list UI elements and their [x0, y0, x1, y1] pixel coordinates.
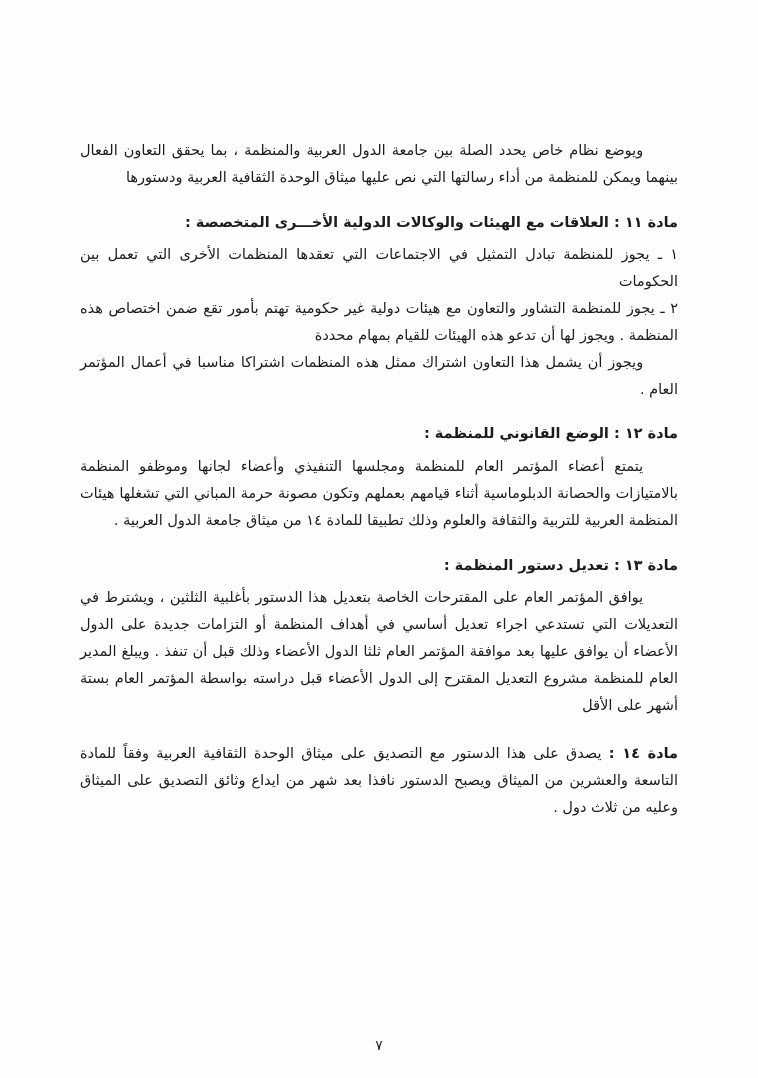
article-11-heading: مادة ١١ : العلاقات مع الهيئات والوكالات الدولية الأخـــرى المتخصصة :	[184, 214, 678, 231]
article-13-body: يوافق المؤتمر العام على المقترحات الخاصة بتعديل هذا الدستور بأغلبية الثلثين ، ويشترط في التعديلات التي تستدعي اجراء تعديل أساسي في أهداف المنظمة أو التزامات جديدة على الدول الأعضاء أن يوافق عليها بعد موافقة المؤتمر العام ثلثا الدول الأعضاء وذلك قبل أن تنفذ . ويبلغ المدير العام للمنظمة مشروع التعديل المقترح إلى الدول الأعضاء قبل دراسته بواسطة المؤتمر العام بستة أشهر على الأقل	[80, 590, 678, 714]
page-number: ٧	[375, 1038, 383, 1054]
page-content	[80, 138, 678, 830]
article-14-heading: مادة ١٤ :	[608, 746, 679, 763]
article-14-paragraph	[80, 741, 678, 821]
article-13-heading: مادة ١٣ : تعديل دستور المنظمة :	[443, 557, 678, 574]
article-11-item-2: ٢ ـ يجوز للمنظمة التشاور والتعاون مع هيئات دولية غير حكومية تهتم بأمور تقع ضمن اختصاص هذه المنظمة . ويجوز لها أن تدعو هذه الهيئات للقيام بمهام محددة	[80, 301, 678, 344]
intro-paragraph: ويوضع نظام خاص يحدد الصلة بين جامعة الدول العربية والمنظمة ، بما يحقق التعاون الفعال بينهما ويمكن للمنظمة من أداء رسالتها التي نص عليها ميثاق الوحدة الثقافية العربية ودستورها	[80, 143, 678, 186]
article-11-closing: ويجوز أن يشمل هذا التعاون اشتراك ممثل هذه المنظمات اشتراكا مناسبا في أعمال المؤتمر العام .	[80, 354, 678, 398]
article-12-body: يتمتع أعضاء المؤتمر العام للمنظمة ومجلسها التنفيذي وأعضاء لجانها وموظفو المنظمة بالامتيازات والحصانة الدبلوماسية أثناء قيامهم بعملهم وتكون مصونة حرمة المباني التي تشغلها هيئات المنظمة العربية للتربية والثقافة والعلوم وذلك تطبيقا للمادة ١٤ من ميثاق جامعة الدول العربية .	[80, 459, 678, 529]
article-12-heading: مادة ١٢ : الوضع القانوني للمنظمة :	[423, 426, 678, 443]
article-11-item-1: ١ ـ يجوز للمنظمة تبادل التمثيل في الاجتماعات التي تعقدها المنظمات الأخرى التي تعمل بين الحكومات	[80, 247, 678, 291]
article-14-body: يصدق على هذا الدستور مع التصديق على ميثاق الوحدة الثقافية العربية وفقاً للمادة التاسعة والعشرين من الميثاق ويصبح الدستور نافذا بعد شهر من ايداع وثائق التصديق على الميثاق وعليه من ثلاث دول .	[80, 746, 678, 817]
